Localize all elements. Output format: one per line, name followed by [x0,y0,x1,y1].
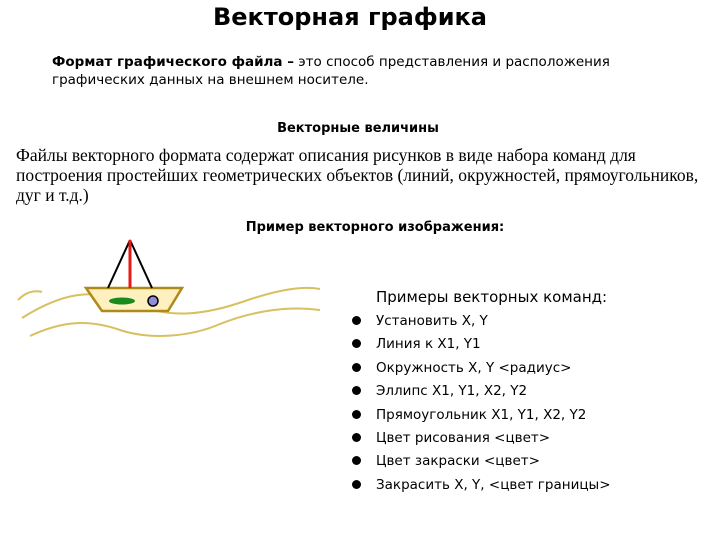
command-text: Эллипс X1, Y1, X2, Y2 [376,383,528,400]
bullet-icon [352,363,361,372]
vector-boat-drawing [0,228,320,338]
bullet-icon [352,480,361,489]
bullet-icon [352,410,361,419]
boat-fish-shape [109,298,135,305]
vector-format-paragraph: Файлы векторного формата содержат описания рисунков в виде набора команд для построения простейших геометрических объектов (линий, окружностей, прямоугольников, дуг и т.д.) [16,145,699,205]
boat-rigging-right [130,240,152,288]
example-heading: Пример векторного изображения: [245,220,505,235]
list-item [350,358,611,381]
commands-heading: Примеры векторных команд: [376,288,608,306]
bullet-icon [352,433,361,442]
wave-tail [18,291,42,300]
command-text: Прямоугольник X1, Y1, X2, Y2 [376,406,587,423]
bullet-icon [352,339,361,348]
list-item [350,381,611,404]
list-item [350,311,611,334]
page-title: Векторная графика [212,3,487,31]
boat-hull [86,288,182,311]
command-text: Цвет рисования <цвет> [376,429,551,446]
bullet-icon [352,386,361,395]
boat-porthole [148,296,158,306]
command-text: Цвет закраски <цвет> [376,453,540,470]
boat-rigging-left [108,240,130,288]
list-item [350,428,611,451]
list-item [350,475,611,498]
command-text: Линия к X1, Y1 [376,336,481,353]
list-item [350,405,611,428]
bullet-icon [352,316,361,325]
definition-term: Формат графического файла – [52,54,294,70]
list-item [350,451,611,474]
command-text: Установить X, Y [376,313,488,329]
command-text: Закрасить X, Y, <цвет границы> [376,476,611,493]
commands-list [350,311,611,498]
list-item [350,334,611,357]
bullet-icon [352,456,361,465]
definition-body: это способ представления и расположения графических данных на внешнем носителе. [52,54,610,88]
definition-text [52,53,672,89]
section-subheading: Векторные величины [277,121,439,136]
command-text: Окружность X, Y <радиус> [376,359,572,376]
